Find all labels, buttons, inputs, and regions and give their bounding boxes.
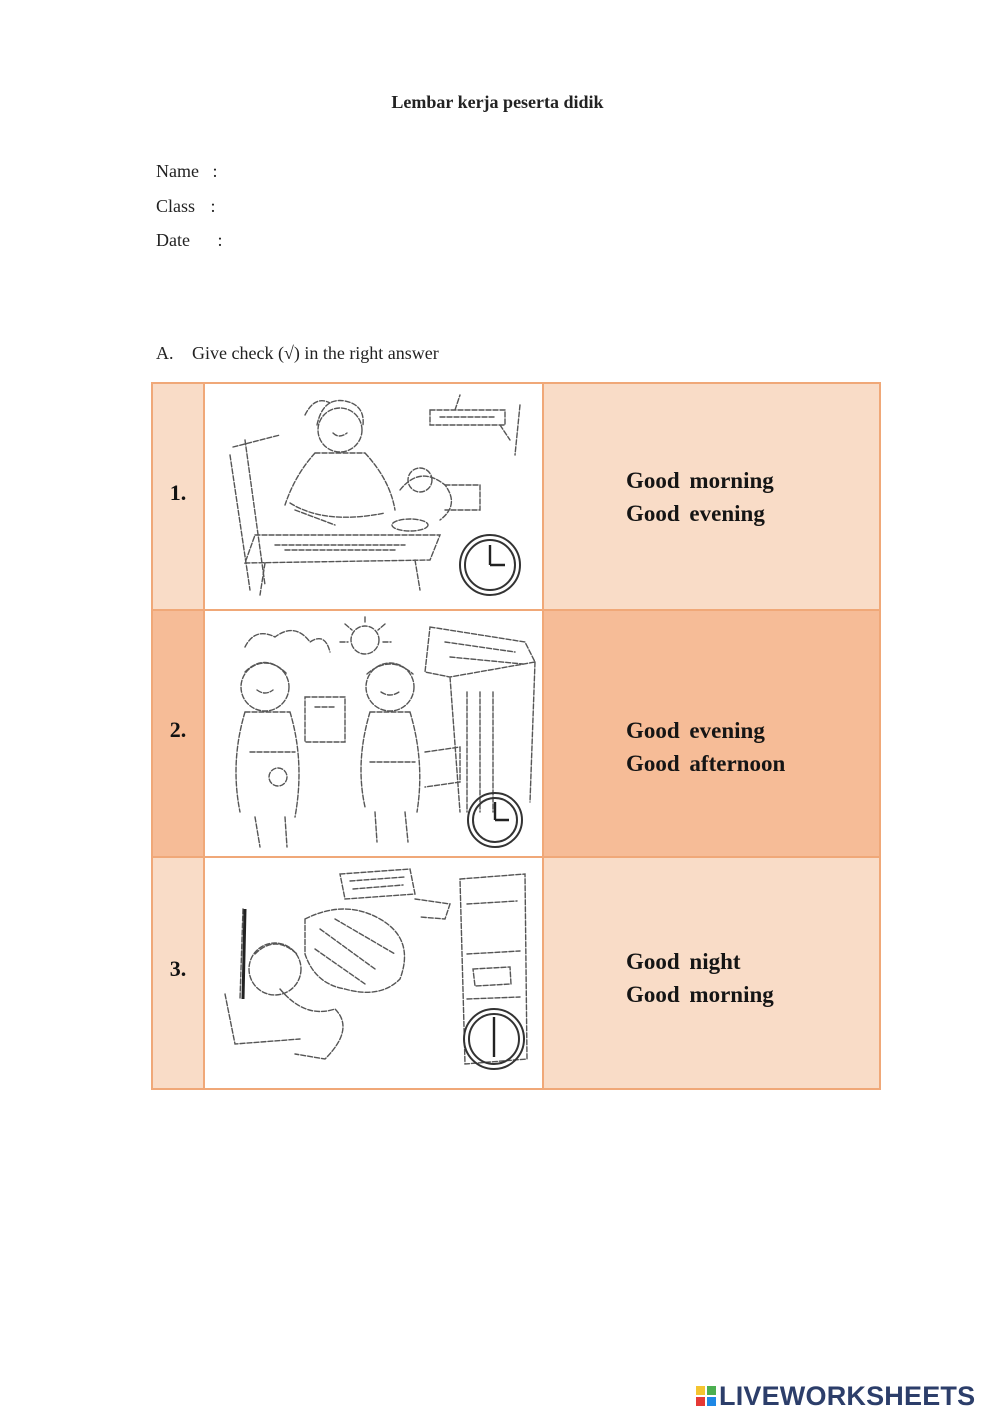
class-field	[156, 196, 216, 217]
date-field	[156, 230, 223, 251]
table-row	[152, 383, 880, 610]
brand-logo[interactable]	[696, 1378, 975, 1414]
name-field	[156, 161, 218, 182]
class-label: Class	[156, 196, 196, 216]
kids-outside-illustration	[205, 612, 542, 855]
name-label: Name	[156, 161, 199, 181]
date-label: Date	[156, 230, 190, 250]
answer-option[interactable]: Good evening	[626, 717, 765, 743]
picture-cell	[204, 857, 543, 1089]
section-instruction	[156, 343, 439, 364]
liveworksheets-logo-icon	[696, 1386, 716, 1406]
instruction-text: Give check (√) in the right answer	[192, 343, 439, 363]
picture-cell	[204, 383, 543, 610]
answer-option[interactable]: Good afternoon	[626, 750, 786, 776]
section-letter: A.	[156, 343, 174, 363]
woman-cooking-illustration	[205, 385, 542, 608]
exercise-table	[151, 382, 881, 1090]
answer-option[interactable]: Good morning	[626, 467, 774, 493]
answer-option[interactable]: Good night	[626, 949, 741, 974]
table-row	[152, 610, 880, 857]
options-cell	[543, 857, 880, 1089]
answer-option[interactable]: Good morning	[626, 982, 774, 1007]
row-number: 1.	[152, 383, 204, 610]
options-cell	[543, 610, 880, 857]
worksheet-title: Lembar kerja peserta didik	[391, 92, 604, 112]
child-sleeping-illustration	[205, 859, 542, 1087]
row-number: 3.	[152, 857, 204, 1089]
options-cell	[543, 383, 880, 610]
class-separator: :	[210, 196, 216, 216]
answer-option[interactable]: Good evening	[626, 500, 765, 526]
brand-name: LIVEWORKSHEETS	[719, 1380, 976, 1411]
picture-cell	[204, 610, 543, 857]
row-number: 2.	[152, 610, 204, 857]
name-separator: :	[212, 161, 218, 181]
table-row	[152, 857, 880, 1089]
date-separator: :	[217, 230, 223, 250]
